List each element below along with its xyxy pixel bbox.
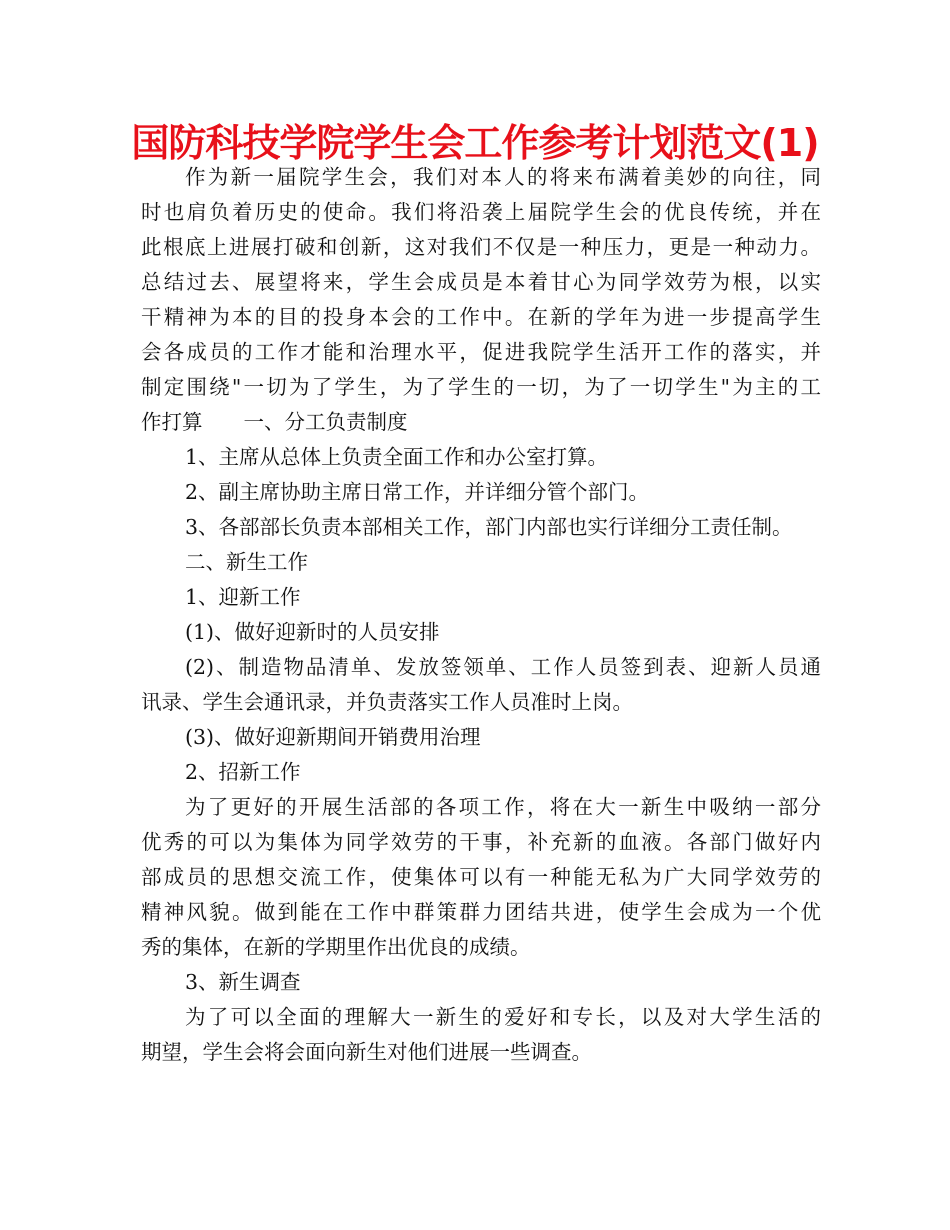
document-body: [141, 160, 821, 1070]
paragraph-line: 时也肩负着历史的使命。我们将沿袭上届院学生会的优良传统，并在: [141, 200, 821, 224]
paragraph-line: 为了可以全面的理解大一新生的爱好和专长，以及对大学生活的: [185, 1005, 821, 1029]
list-item: 2、副主席协助主席日常工作，并详细分管个部门。: [185, 480, 650, 504]
paragraph-line: 会各成员的工作才能和治理水平，促进我院学生活开工作的落实，并: [141, 340, 821, 364]
paragraph-line: 为了更好的开展生活部的各项工作，将在大一新生中吸纳一部分: [185, 795, 821, 819]
document-title: 国防科技学院学生会工作参考计划范文(1): [131, 121, 819, 165]
paragraph-line: 总结过去、展望将来，学生会成员是本着甘心为同学效劳为根，以实: [141, 270, 821, 294]
list-item: 3、各部部长负责本部相关工作，部门内部也实行详细分工责任制。: [185, 515, 793, 539]
paragraph-line: 期望，学生会将会面向新生对他们进展一些调查。: [141, 1040, 592, 1064]
paragraph-line: 此根底上进展打破和创新，这对我们不仅是一种压力，更是一种动力。: [141, 235, 821, 259]
paragraph-line: 作为新一届院学生会，我们对本人的将来布满着美妙的向往，同: [185, 165, 821, 189]
list-item: (1)、做好迎新时的人员安排: [185, 620, 440, 644]
list-item: (2)、制造物品清单、发放签领单、工作人员签到表、迎新人员通: [185, 655, 821, 679]
paragraph-line: 秀的集体，在新的学期里作出优良的成绩。: [141, 935, 531, 959]
subsection-heading: 2、招新工作: [185, 760, 301, 784]
paragraph-line: 优秀的可以为集体为同学效劳的干事，补充新的血液。各部门做好内: [141, 830, 821, 854]
paragraph-line: 精神风貌。做到能在工作中群策群力团结共进，使学生会成为一个优: [141, 900, 821, 924]
paragraph-line: 干精神为本的目的投身本会的工作中。在新的学年为进一步提高学生: [141, 305, 821, 329]
paragraph-line: 制定围绕"一切为了学生，为了学生的一切，为了一切学生"为主的工: [141, 375, 821, 399]
list-item: (3)、做好迎新期间开销费用治理: [185, 725, 481, 749]
subsection-heading: 1、迎新工作: [185, 585, 301, 609]
paragraph-line: 讯录、学生会通讯录，并负责落实工作人员准时上岗。: [141, 690, 633, 714]
paragraph-line: 作打算 一、分工负责制度: [141, 410, 408, 434]
list-item: 1、主席从总体上负责全面工作和办公室打算。: [185, 445, 609, 469]
subsection-heading: 3、新生调查: [185, 970, 301, 994]
section-heading: 二、新生工作: [185, 550, 308, 574]
paragraph-line: 部成员的思想交流工作，使集体可以有一种能无私为广大同学效劳的: [141, 865, 821, 889]
